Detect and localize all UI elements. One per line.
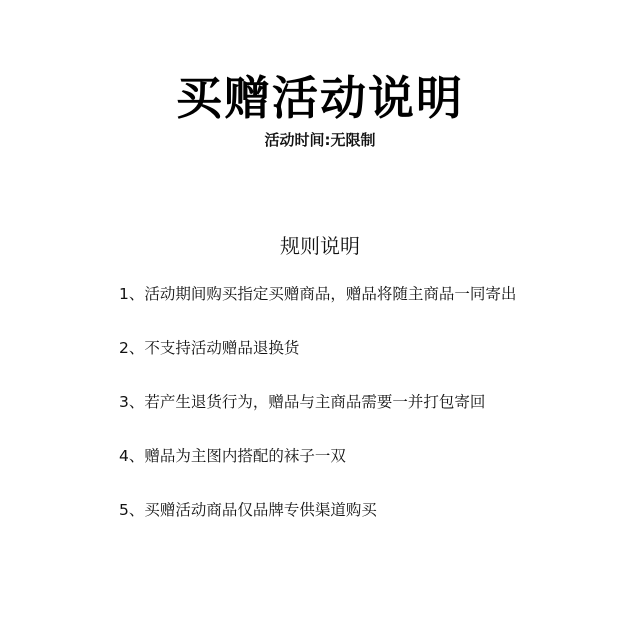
rule-item: 4、赠品为主图内搭配的袜子一双 (119, 447, 346, 465)
rules-list (119, 283, 516, 553)
activity-period: 活动时间:无限制 (264, 131, 376, 149)
page-title: 买赠活动说明 (176, 71, 464, 125)
rule-item: 3、若产生退货行为，赠品与主商品需要一并打包寄回 (119, 393, 486, 411)
rules-heading: 规则说明 (280, 234, 360, 258)
rule-item: 5、买赠活动商品仅品牌专供渠道购买 (119, 501, 377, 519)
rule-item: 1、活动期间购买指定买赠商品，赠品将随主商品一同寄出 (119, 285, 517, 303)
rule-item: 2、不支持活动赠品退换货 (119, 339, 300, 357)
